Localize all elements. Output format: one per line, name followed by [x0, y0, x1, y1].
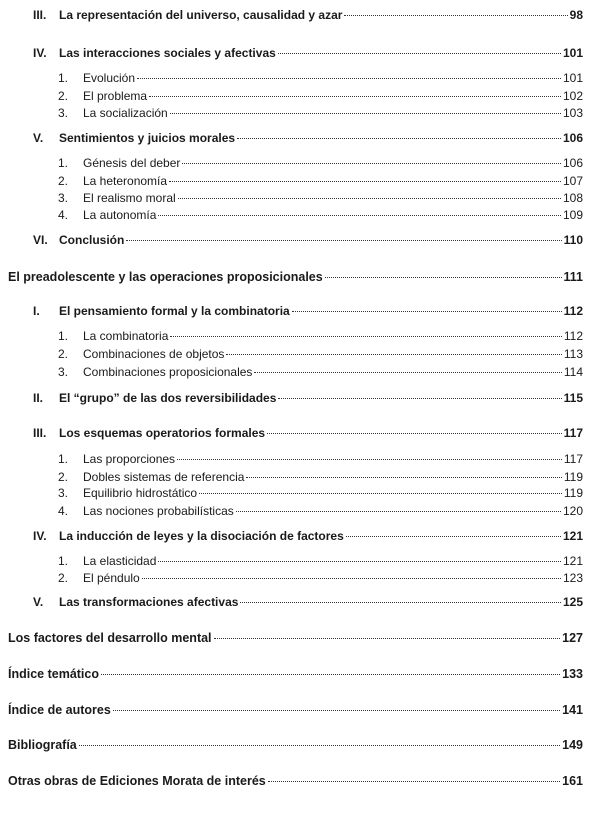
toc-entry-title: La representación del universo, causalidad y azar	[59, 8, 343, 22]
toc-entry-page: 133	[562, 667, 583, 681]
dot-leader	[79, 745, 560, 746]
toc-entry	[33, 130, 583, 146]
toc-entry	[58, 346, 583, 362]
toc-entry-number: 1.	[58, 329, 69, 343]
toc-entry-number: 2.	[58, 174, 69, 188]
toc-entry-title: Sentimientos y juicios morales	[59, 131, 236, 145]
toc-entry-number: IV.	[33, 46, 47, 60]
toc-entry-title: Conclusión	[59, 233, 125, 247]
toc-entry-number: IV.	[33, 529, 47, 543]
toc-entry	[8, 269, 583, 285]
toc-entry	[58, 503, 583, 519]
toc-entry-title: Las nociones probabilísticas	[83, 504, 234, 518]
toc-entry-number: 4.	[58, 208, 69, 222]
toc-entry-page: 125	[562, 595, 583, 609]
toc-entry-page: 112	[563, 304, 583, 318]
toc-entry-title: Otras obras de Ediciones Morata de interés	[8, 774, 266, 788]
toc-entry-number: 3.	[58, 486, 69, 500]
dot-leader	[237, 138, 561, 139]
toc-entry-number: III.	[33, 426, 47, 440]
toc-entry	[58, 485, 583, 501]
toc-entry-page: 109	[562, 208, 583, 222]
toc-entry	[58, 70, 583, 86]
dot-leader	[278, 53, 561, 54]
toc-entry-number: V.	[33, 595, 44, 609]
toc-entry-page: 127	[562, 631, 583, 645]
toc-entry-page: 108	[562, 191, 583, 205]
toc-entry-number: 2.	[58, 470, 69, 484]
toc-entry-title: El péndulo	[83, 571, 140, 585]
toc-entry-number: 2.	[58, 89, 69, 103]
toc-entry-number: II.	[33, 391, 44, 405]
toc-entry	[58, 105, 583, 121]
toc-entry-page: 101	[562, 46, 583, 60]
dot-leader	[142, 578, 561, 579]
dot-leader	[292, 311, 562, 312]
toc-entry-page: 149	[562, 738, 583, 752]
toc-entry-page: 103	[562, 106, 583, 120]
toc-entry-title: Los factores del desarrollo mental	[8, 631, 212, 645]
dot-leader	[240, 602, 561, 603]
dot-leader	[346, 536, 561, 537]
toc-entry-title: Combinaciones de objetos	[83, 347, 225, 361]
toc-entry-number: 4.	[58, 504, 69, 518]
toc-entry	[58, 190, 583, 206]
toc-entry-title: El pensamiento formal y la combinatoria	[59, 304, 290, 318]
dot-leader	[177, 459, 562, 460]
toc-entry-title: El problema	[83, 89, 148, 103]
dot-leader	[226, 354, 561, 355]
toc-entry-title: Dobles sistemas de referencia	[83, 470, 245, 484]
dot-leader	[149, 96, 561, 97]
toc-entry	[58, 88, 583, 104]
toc-entry	[8, 773, 583, 789]
toc-entry-number: I.	[33, 304, 40, 318]
toc-entry-title: Los esquemas operatorios formales	[59, 426, 266, 440]
toc-entry-number: 3.	[58, 191, 69, 205]
toc-entry-title: La combinatoria	[83, 329, 169, 343]
toc-entry-number: V.	[33, 131, 44, 145]
toc-entry-page: 119	[563, 470, 583, 484]
toc-entry	[58, 173, 583, 189]
toc-entry-title: El preadolescente y las operaciones proposicionales	[8, 270, 323, 284]
toc-entry-title: La socialización	[83, 106, 168, 120]
toc-entry-page: 141	[562, 703, 583, 717]
dot-leader	[214, 638, 561, 639]
toc-entry-page: 98	[569, 8, 583, 22]
dot-leader	[169, 181, 561, 182]
toc-entry	[33, 45, 583, 61]
toc-entry-number: VI.	[33, 233, 48, 247]
toc-entry-page: 120	[562, 504, 583, 518]
toc-entry	[8, 630, 583, 646]
toc-entry	[58, 553, 583, 569]
dot-leader	[182, 163, 561, 164]
toc-entry-page: 114	[563, 365, 583, 379]
toc-entry-page: 121	[562, 554, 583, 568]
toc-entry-page: 106	[562, 156, 583, 170]
toc-entry-page: 112	[563, 329, 583, 343]
toc-entry-title: Índice temático	[8, 667, 99, 681]
dot-leader	[178, 198, 561, 199]
toc-entry	[58, 469, 583, 485]
dot-leader	[325, 277, 562, 278]
toc-entry-title: Génesis del deber	[83, 156, 181, 170]
dot-leader	[113, 710, 560, 711]
toc-entry	[8, 702, 583, 718]
dot-leader	[137, 78, 561, 79]
toc-entry	[8, 737, 583, 753]
toc-entry	[33, 232, 583, 248]
toc-entry-page: 161	[562, 774, 583, 788]
toc-entry	[33, 303, 583, 319]
dot-leader	[170, 336, 561, 337]
toc-entry-title: El realismo moral	[83, 191, 176, 205]
dot-leader	[126, 240, 561, 241]
toc-entry-page: 113	[563, 347, 583, 361]
toc-entry-title: Evolución	[83, 71, 136, 85]
toc-entry-title: Las transformaciones afectivas	[59, 595, 239, 609]
dot-leader	[158, 215, 561, 216]
toc-entry-number: 3.	[58, 365, 69, 379]
toc-entry-number: 2.	[58, 571, 69, 585]
toc-entry-page: 110	[563, 233, 583, 247]
toc-entry	[33, 528, 583, 544]
toc-entry-title: La elasticidad	[83, 554, 157, 568]
toc-entry	[8, 666, 583, 682]
toc-entry-page: 106	[562, 131, 583, 145]
toc-entry-number: 1.	[58, 452, 69, 466]
dot-leader	[268, 781, 560, 782]
dot-leader	[246, 477, 561, 478]
dot-leader	[267, 433, 562, 434]
toc-entry	[58, 451, 583, 467]
toc-entry-number: 2.	[58, 347, 69, 361]
toc-entry-page: 119	[563, 486, 583, 500]
toc-entry-number: 1.	[58, 156, 69, 170]
dot-leader	[278, 398, 561, 399]
toc-entry	[58, 570, 583, 586]
toc-entry	[58, 328, 583, 344]
toc-entry-title: Bibliografía	[8, 738, 77, 752]
dot-leader	[254, 372, 561, 373]
dot-leader	[236, 511, 561, 512]
toc-entry-title: Las proporciones	[83, 452, 176, 466]
toc-entry-page: 101	[562, 71, 583, 85]
toc-entry-title: El “grupo” de las dos reversibilidades	[59, 391, 277, 405]
dot-leader	[101, 674, 560, 675]
toc-entry-page: 115	[563, 391, 583, 405]
toc-entry	[33, 390, 583, 406]
toc-entry-number: 3.	[58, 106, 69, 120]
toc-entry-number: 1.	[58, 554, 69, 568]
toc-entry	[58, 207, 583, 223]
dot-leader	[158, 561, 561, 562]
toc-entry-title: La heteronomía	[83, 174, 168, 188]
toc-entry-number: III.	[33, 8, 47, 22]
dot-leader	[344, 15, 567, 16]
toc-entry-page: 121	[562, 529, 583, 543]
toc-entry	[33, 425, 583, 441]
toc-entry-page: 117	[563, 426, 583, 440]
dot-leader	[170, 113, 561, 114]
toc-entry-page: 123	[562, 571, 583, 585]
toc-entry-title: Índice de autores	[8, 703, 111, 717]
toc-entry	[33, 594, 583, 610]
dot-leader	[199, 493, 562, 494]
toc-entry	[58, 364, 583, 380]
toc-entry-page: 117	[563, 452, 583, 466]
toc-entry-page: 102	[562, 89, 583, 103]
toc-entry-page: 107	[562, 174, 583, 188]
toc-entry	[58, 155, 583, 171]
toc-entry-title: Combinaciones proposicionales	[83, 365, 253, 379]
toc-entry-title: La inducción de leyes y la disociación de factores	[59, 529, 344, 543]
toc-entry-number: 1.	[58, 71, 69, 85]
toc-entry-title: Equilibrio hidrostático	[83, 486, 198, 500]
toc-entry-title: Las interacciones sociales y afectivas	[59, 46, 276, 60]
toc-entry-page: 111	[563, 270, 583, 284]
toc-entry-title: La autonomía	[83, 208, 157, 222]
toc-entry	[33, 7, 583, 23]
